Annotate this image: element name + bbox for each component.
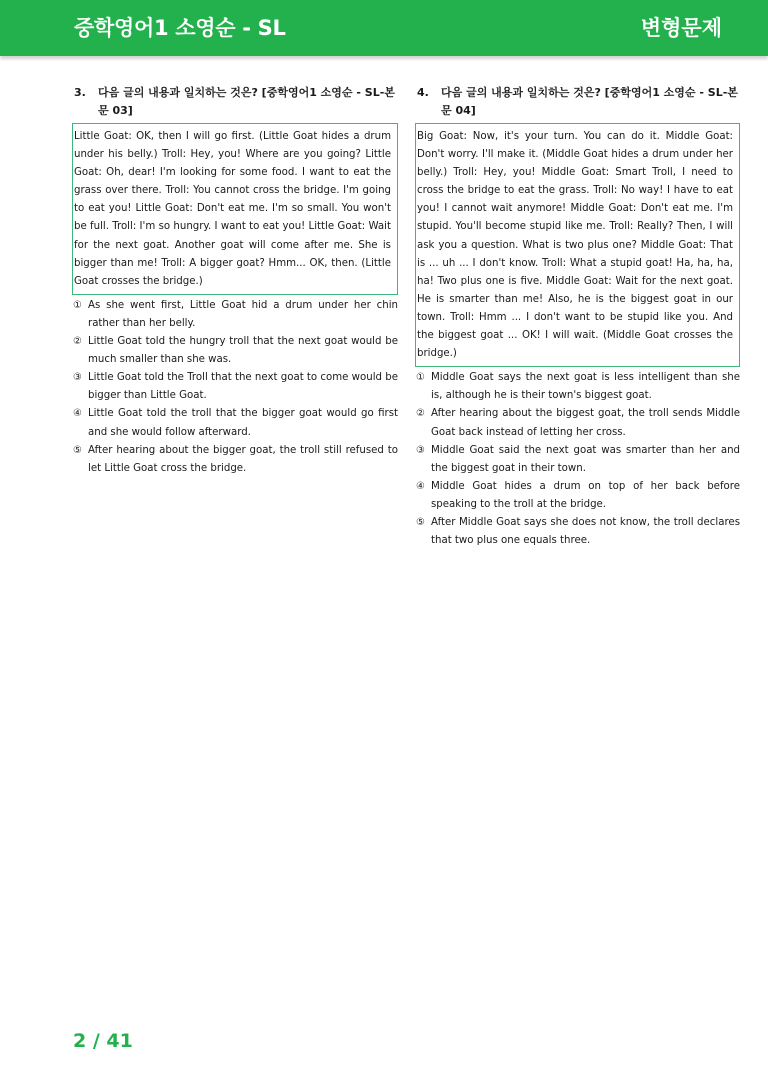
page-header — [0, 0, 768, 56]
passage-text: Little Goat: OK, then I will go first. (Little Goat hides a drum under his belly.) Troll: Hey, you! Where are you going? Little Goat: Oh, dear! I'm looking for some food. I want to eat the grass over there. Troll: You cannot cross the bridge. I'm going to eat you! Little Goat: Don't eat me. I'm so small. You won't be full. Troll: I'm so hungry. I want to eat you! Little Goat: Wait for the next goat. Another goat will come after me. She is bigger than me! Troll: A bigger goat? Hmm... OK, then. (Little Goat crosses the bridge.) — [74, 131, 391, 287]
answer-option[interactable] — [72, 333, 398, 369]
option-number: ③ — [73, 372, 82, 384]
option-number: ③ — [416, 444, 425, 456]
option-text: Little Goat told the troll that the bigger goat would go first and she would follow afterward. — [88, 408, 398, 438]
option-text: After hearing about the biggest goat, the troll sends Middle Goat back instead of letting her cross. — [431, 408, 740, 438]
passage-text: Big Goat: Now, it's your turn. You can do it. Middle Goat: Don't worry. I'll make it. (Middle Goat hides a drum under her belly.) Troll: Hey, you! Middle Goat: Smart Troll, I need to cross the bridge to eat the grass. Troll: No way! I have to eat you! I cannot wait anymore! Middle Goat: Don't eat me. I'm stupid. You'll become stupid like me. Troll: Really? Then, I will ask you a question. What is two plus one? Middle Goat: That is ... uh ... I don't know. Troll: What a stupid goat! Ha, ha, ha, ha! Two plus one is five. Middle Goat: Wait for the next goat. He is smarter than me! Also, he is the biggest goat in our town. Troll: Hmm ... I don't want to be stupid like you. And the biggest goat ... OK! I will wait. (Middle Goat crosses the bridge.) — [417, 131, 733, 360]
answer-option[interactable] — [415, 442, 740, 478]
answer-option[interactable] — [72, 297, 398, 333]
question-header — [74, 84, 398, 120]
answer-option[interactable] — [72, 369, 398, 405]
option-text: Middle Goat said the next goat was smarter than her and the biggest goat in their town. — [431, 444, 740, 474]
option-text: Little Goat told the Troll that the next goat to come would be bigger than Little Goat. — [88, 372, 398, 402]
option-text: Middle Goat says the next goat is less intelligent than she is, although he is their town's biggest goat. — [431, 372, 740, 402]
question-prompt: 다음 글의 내용과 일치하는 것은? [중학영어1 소영순 - SL-본문 03] — [98, 86, 395, 117]
option-number: ⑤ — [416, 516, 425, 528]
answer-option[interactable] — [415, 405, 740, 441]
option-number: ④ — [416, 480, 425, 492]
option-text: As she went first, Little Goat hid a drum under her chin rather than her belly. — [88, 299, 398, 329]
option-text: After Middle Goat says she does not know, the troll declares that two plus one equals three. — [431, 516, 740, 547]
option-number: ① — [416, 372, 425, 384]
option-text: Little Goat told the hungry troll that the next goat would be much smaller than she was. — [88, 336, 398, 366]
question-3 — [72, 84, 398, 478]
passage-box — [72, 123, 398, 295]
answer-options — [415, 369, 740, 550]
answer-options — [72, 297, 398, 478]
answer-option[interactable] — [415, 514, 740, 550]
answer-option[interactable] — [415, 369, 740, 405]
option-number: ④ — [73, 408, 82, 420]
section-category: 변형문제 — [640, 16, 722, 40]
option-number: ② — [416, 408, 425, 420]
option-text: After hearing about the bigger goat, the troll still refused to let Little Goat cross the bridge. — [88, 444, 398, 474]
question-number: 3. — [74, 86, 86, 99]
book-title: 중학영어1 소영순 - SL — [74, 16, 286, 40]
answer-option[interactable] — [72, 442, 398, 478]
question-4 — [415, 84, 740, 550]
option-number: ① — [73, 299, 82, 311]
answer-option[interactable] — [72, 405, 398, 441]
page-number: 2 / 41 — [73, 1030, 133, 1052]
question-prompt: 다음 글의 내용과 일치하는 것은? [중학영어1 소영순 - SL-본문 04] — [441, 86, 738, 117]
question-number: 4. — [417, 86, 429, 99]
question-header — [417, 84, 740, 120]
passage-box — [415, 123, 740, 367]
option-number: ⑤ — [73, 444, 82, 456]
option-text: Middle Goat hides a drum on top of her back before speaking to the troll at the bridge. — [431, 480, 740, 510]
option-number: ② — [73, 336, 82, 348]
answer-option[interactable] — [415, 478, 740, 514]
